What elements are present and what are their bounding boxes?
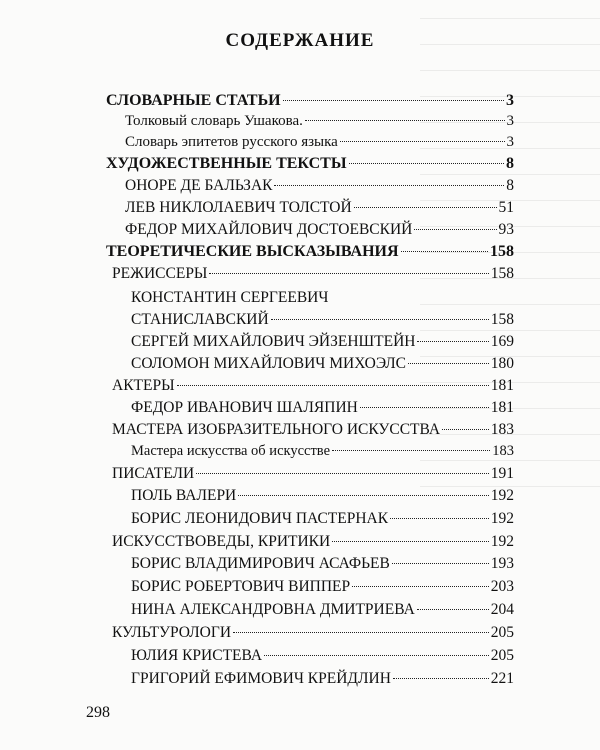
toc-entry-label: Словарь эпитетов русского языка [125,134,338,150]
toc-entry-page: 158 [490,243,514,260]
toc-entry-page: 8 [506,177,514,194]
leader-dots [393,678,489,679]
toc-entry [131,647,514,665]
toc-entry [125,113,514,130]
toc-entry-page: 203 [490,578,514,595]
leader-dots [238,495,488,496]
toc-entry-page: 205 [490,624,514,641]
leader-dots [305,120,505,121]
toc-entry [106,243,514,261]
leader-dots [354,207,497,208]
toc-entry-label: СТАНИСЛАВСКИЙ [131,311,269,328]
leader-dots [283,100,504,101]
leader-dots [349,163,504,164]
leader-dots [264,655,489,656]
toc-entry-page: 192 [490,510,514,527]
leader-dots [417,609,489,610]
toc-entry-page: 3 [506,134,514,150]
toc-entry-label: АКТЕРЫ [112,377,175,394]
toc-entry-label: ПОЛЬ ВАЛЕРИ [131,487,237,504]
toc-entry-page: 181 [490,399,514,416]
toc-entry [125,134,514,151]
leader-dots [442,429,489,430]
toc-entry-label: ПИСАТЕЛИ [112,465,195,482]
leader-dots [332,541,489,542]
leader-dots [340,141,505,142]
toc-entry-page: 183 [492,443,514,459]
toc-entry-label: МАСТЕРА ИЗОБРАЗИТЕЛЬНОГО ИСКУССТВА [112,421,441,438]
toc-entry-label: ФЕДОР ИВАНОВИЧ ШАЛЯПИН [131,399,358,416]
toc-entry-page: 192 [490,487,514,504]
toc-entry-label: Мастера искусства об искусстве [131,443,330,459]
toc-entry-label: КУЛЬТУРОЛОГИ [112,624,232,641]
toc-entry [131,399,514,417]
toc-entry-label: ГРИГОРИЙ ЕФИМОВИЧ КРЕЙДЛИН [131,670,391,687]
toc-entry [106,92,514,110]
leader-dots [332,450,490,451]
toc-entry-page: 180 [490,355,514,372]
toc-entry-page: 205 [490,647,514,664]
toc-entry-label: ИСКУССТВОВЕДЫ, КРИТИКИ [112,533,331,550]
toc-entry [112,624,514,642]
toc-entry [131,670,514,688]
toc-entry-page: 51 [498,199,514,216]
leader-dots [392,563,489,564]
toc-entry-label: НИНА АЛЕКСАНДРОВНА ДМИТРИЕВА [131,601,415,618]
toc-entry [131,555,514,573]
toc-entry-page: 158 [490,311,514,328]
toc-entry-page: 3 [506,113,514,129]
toc-entry-label: ТЕОРЕТИЧЕСКИЕ ВЫСКАЗЫВАНИЯ [106,243,399,260]
leader-dots [360,407,489,408]
toc-entry-page: 93 [498,221,514,238]
leader-dots [352,586,489,587]
toc-entry [131,333,514,351]
leader-dots [390,518,489,519]
leader-dots [209,273,488,274]
toc-entry-page: 221 [490,670,514,687]
toc-entry-label: КОНСТАНТИН СЕРГЕЕВИЧ [131,289,329,306]
page-number: 298 [86,704,110,721]
toc-entry [131,487,514,505]
toc-entry [131,443,514,460]
toc-entry-label: ХУДОЖЕСТВЕННЫЕ ТЕКСТЫ [106,155,347,172]
toc-entry-page: 192 [490,533,514,550]
toc-entry [112,533,514,551]
toc-entry-label: ОНОРЕ ДЕ БАЛЬЗАК [125,177,273,194]
leader-dots [408,363,489,364]
toc-entry [131,510,514,528]
toc-entry-label: ЛЕВ НИКЛОЛАЕВИЧ ТОЛСТОЙ [125,199,352,216]
toc-entry-label: СЛОВАРНЫЕ СТАТЬИ [106,92,281,109]
toc-entry [131,601,514,619]
toc-entry-label: СЕРГЕЙ МИХАЙЛОВИЧ ЭЙЗЕНШТЕЙН [131,333,416,350]
page-title: СОДЕРЖАНИЕ [225,30,375,51]
leader-dots [177,385,489,386]
toc-entry-label: РЕЖИССЕРЫ [112,265,208,282]
leader-dots [274,185,504,186]
toc-entry-label: СОЛОМОН МИХАЙЛОВИЧ МИХОЭЛС [131,355,406,372]
toc-entry [112,421,514,439]
toc-entry-page: 183 [490,421,514,438]
toc-entry-page: 191 [490,465,514,482]
toc-entry [106,155,514,173]
toc-entry [125,199,514,217]
leader-dots [414,229,496,230]
toc-entry [112,465,514,483]
toc-entry [131,578,514,596]
toc-entry [125,221,514,239]
toc-entry-page: 8 [506,155,514,172]
toc-entry-page: 3 [506,92,514,109]
toc-entry [112,265,514,283]
toc-entry [131,311,514,329]
toc-entry-page: 193 [490,555,514,572]
leader-dots [417,341,488,342]
toc-entry-page: 204 [490,601,514,618]
toc-entry-label: Толковый словарь Ушакова. [125,113,303,129]
leader-dots [233,632,489,633]
toc-entry-label: ФЕДОР МИХАЙЛОВИЧ ДОСТОЕВСКИЙ [125,221,413,238]
leader-dots [196,473,489,474]
toc-entry-label: ЮЛИЯ КРИСТЕВА [131,647,263,664]
toc-entry-label: БОРИС ЛЕОНИДОВИЧ ПАСТЕРНАК [131,510,389,527]
toc-entry-page: 181 [490,377,514,394]
toc-entry [112,377,514,395]
leader-dots [401,251,488,252]
toc-entry-page: 169 [490,333,514,350]
leader-dots [271,319,489,320]
toc-entry-label: БОРИС РОБЕРТОВИЧ ВИППЕР [131,578,351,595]
toc-entry [131,355,514,373]
toc-entry-page: 158 [490,265,514,282]
toc-entry-label: БОРИС ВЛАДИМИРОВИЧ АСАФЬЕВ [131,555,390,572]
toc-entry [125,177,514,195]
